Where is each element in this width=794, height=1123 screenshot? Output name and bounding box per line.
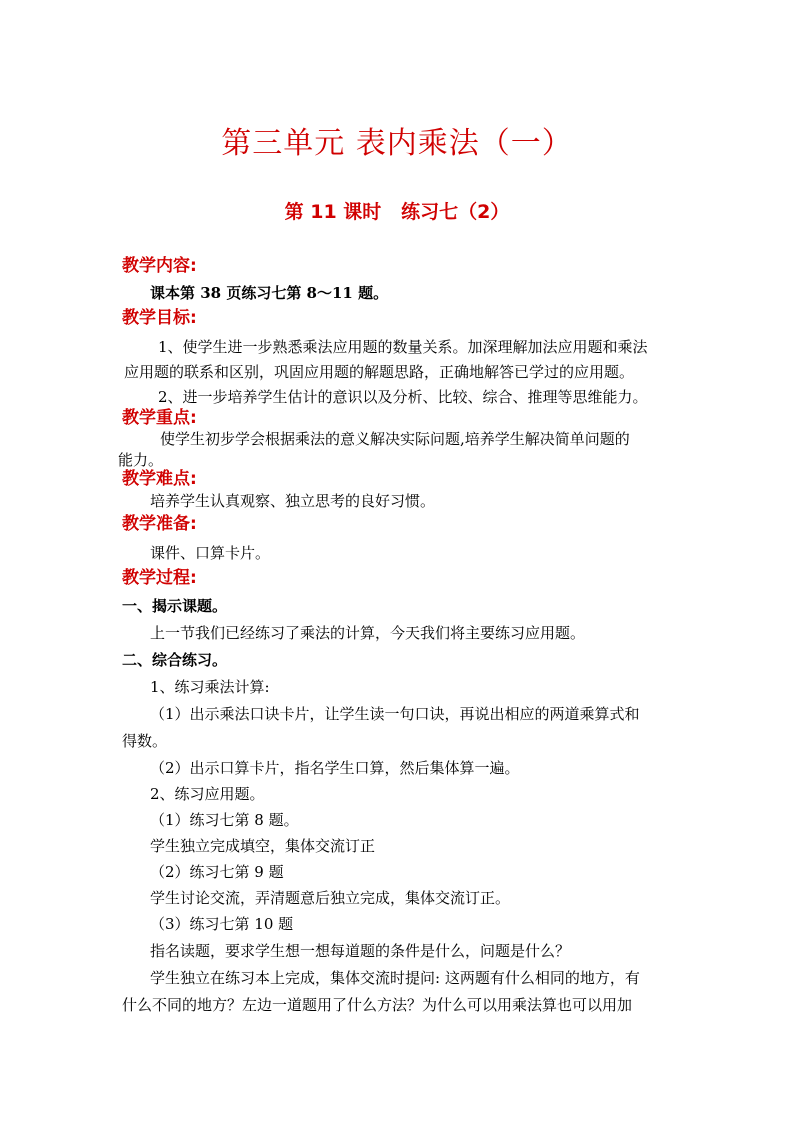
step-2-item-1-sub-1-line-1: （1）出示乘法口诀卡片，让学生读一句口诀，再说出相应的两道乘算式和 xyxy=(150,705,640,723)
section-heading-process: 教学过程: xyxy=(122,568,197,588)
preparation-text: 课件、口算卡片。 xyxy=(150,544,271,562)
step-2-item-2: 2、练习应用题。 xyxy=(150,785,265,803)
section-heading-difficulties: 教学难点: xyxy=(122,469,197,489)
exercise-10-text-2-line-2: 什么不同的地方？左边一道题用了什么方法？为什么可以用乘法算也可以用加 xyxy=(122,996,633,1014)
lesson-subtitle: 第 11 课时 练习七（2） xyxy=(284,201,510,223)
key-points-line-2: 能力。 xyxy=(118,451,164,469)
exercise-10-label: （3）练习七第 10 题 xyxy=(150,915,294,933)
exercise-8-text: 学生独立完成填空，集体交流订正 xyxy=(150,837,376,855)
step-2-item-1-sub-1-line-2: 得数。 xyxy=(122,732,168,750)
goal-1-line-1: 1、使学生进一步熟悉乘法应用题的数量关系。加深理解加法应用题和乘法 xyxy=(158,338,648,356)
step-2-item-1-sub-2: （2）出示口算卡片，指名学生口算，然后集体算一遍。 xyxy=(150,759,520,777)
document-title: 第三单元 表内乘法（一） xyxy=(221,126,573,161)
step-1-text: 上一节我们已经练习了乘法的计算，今天我们将主要练习应用题。 xyxy=(150,624,586,642)
section-heading-preparation: 教学准备: xyxy=(122,514,197,534)
exercise-8-label: （1）练习七第 8 题。 xyxy=(150,811,299,829)
difficulties-text: 培养学生认真观察、独立思考的良好习惯。 xyxy=(150,492,436,510)
goal-2: 2、进一步培养学生估计的意识以及分析、比较、综合、推理等思维能力。 xyxy=(158,388,648,406)
exercise-10-text-2-line-1: 学生独立在练习本上完成，集体交流时提问: 这两题有什么相同的地方，有 xyxy=(150,969,640,987)
section-heading-content: 教学内容: xyxy=(122,256,197,276)
step-2-item-1: 1、练习乘法计算: xyxy=(150,678,270,696)
section-heading-goals: 教学目标: xyxy=(122,308,197,328)
step-1-heading: 一、揭示课题。 xyxy=(122,597,228,615)
goal-1-line-2: 应用题的联系和区别，巩固应用题的解题思路，正确地解答已学过的应用题。 xyxy=(124,363,635,381)
exercise-10-text-1: 指名读题，要求学生想一想每道题的条件是什么，问题是什么？ xyxy=(150,942,571,960)
section-heading-key-points: 教学重点: xyxy=(122,408,197,428)
exercise-9-label: （2）练习七第 9 题 xyxy=(150,863,284,881)
content-text: 课本第 38 页练习七第 8～11 题。 xyxy=(150,284,389,302)
exercise-9-text: 学生讨论交流，弄清题意后独立完成，集体交流订正。 xyxy=(150,889,511,907)
key-points-line-1: 使学生初步学会根据乘法的意义解决实际问题,培养学生解决简单问题的 xyxy=(160,430,630,448)
step-2-heading: 二、综合练习。 xyxy=(122,651,228,669)
